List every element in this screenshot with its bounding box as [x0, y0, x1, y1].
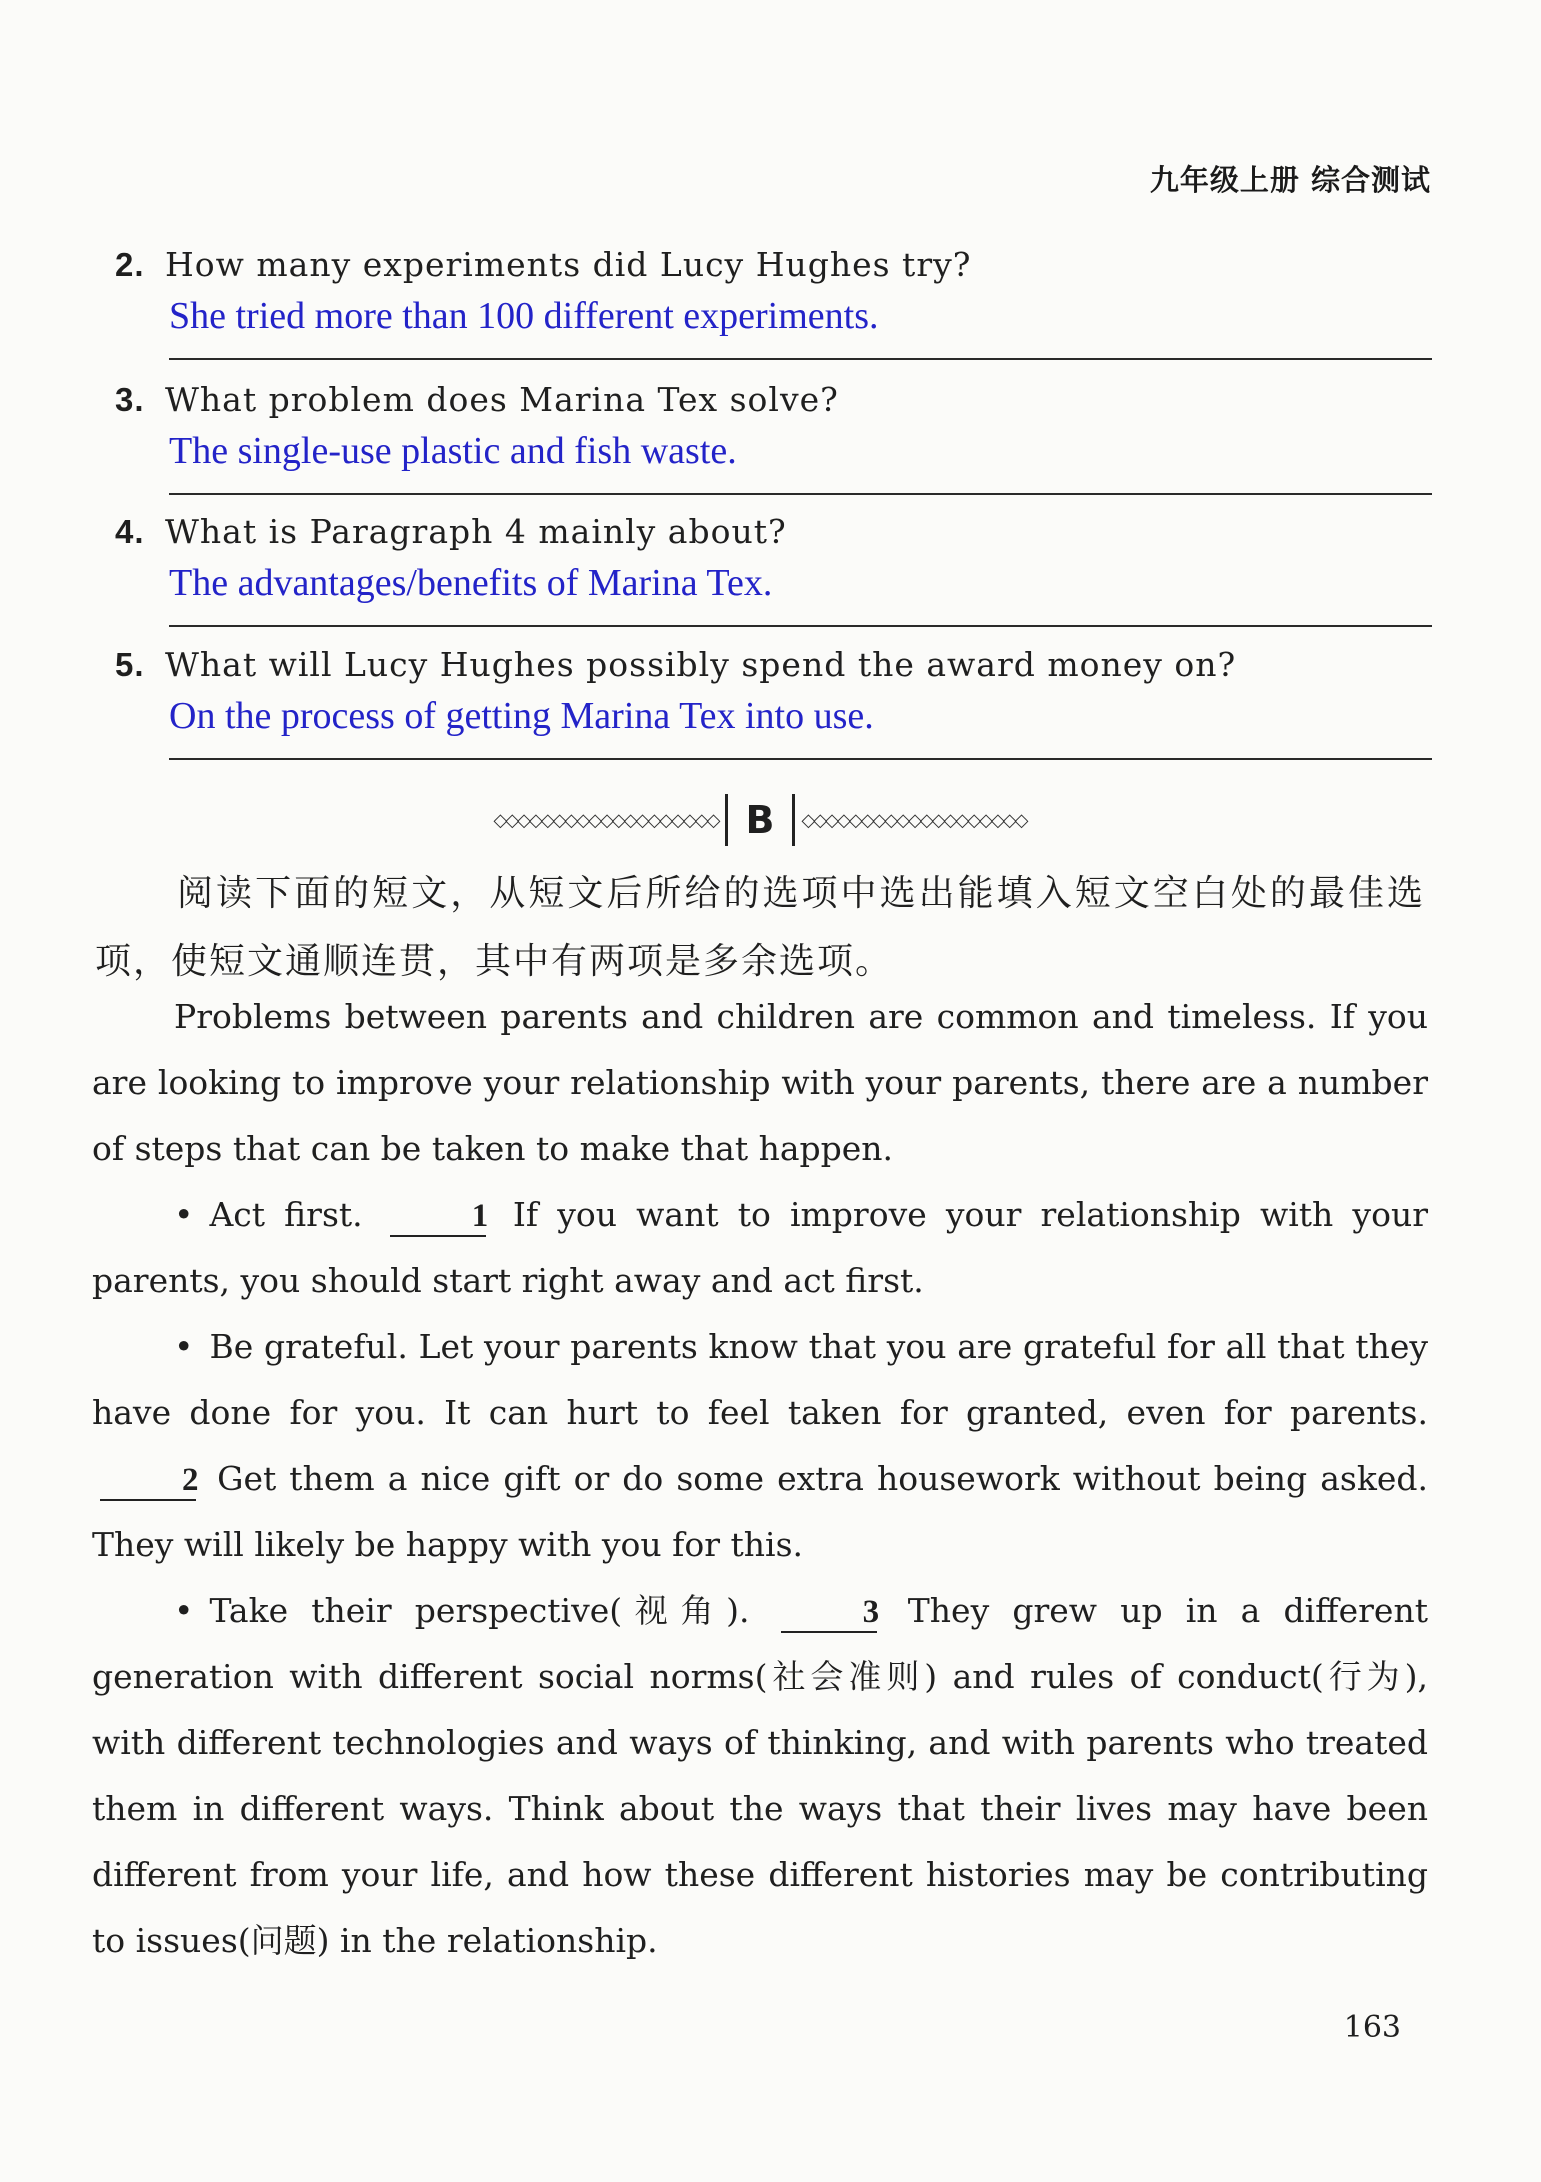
question-number: 5. [115, 646, 145, 683]
diamond-border-right: ◇◇◇◇◇◇◇◇◇◇◇◇◇◇◇◇◇◇◇ [801, 809, 1027, 831]
paragraph-tail: They grew up in a different generation with different social norms(社会准则) and rules of conduct(行为), with different technologies and ways of thinking, and with parents who treated them in different ways. Think about the ways that their lives may have been different from your life, and how these different histories may be contributing to issues(问题) in the relationship. [92, 1591, 1428, 1960]
passage-paragraph-3 [92, 1578, 1428, 1974]
bullet: • [174, 1195, 194, 1234]
section-letter: B [725, 794, 796, 846]
paragraph-head: Act first. [209, 1195, 363, 1234]
question-label: How many experiments did Lucy Hughes try? [165, 245, 972, 284]
question-3 [115, 380, 1432, 495]
blank-1: 1 [390, 1197, 486, 1237]
blank-3: 3 [781, 1593, 877, 1633]
bullet: • [174, 1327, 194, 1366]
answer-text: The single-use plastic and fish waste. [169, 429, 1432, 495]
question-number: 3. [115, 381, 145, 418]
question-label: What problem does Marina Tex solve? [165, 380, 839, 419]
diamond-border-left: ◇◇◇◇◇◇◇◇◇◇◇◇◇◇◇◇◇◇◇ [493, 809, 719, 831]
blank-2: 2 [100, 1461, 196, 1501]
page-number: 163 [1343, 2010, 1401, 2045]
section-b-heading [430, 790, 1090, 850]
paragraph-head: Be grateful. Let your parents know that you are grateful for all that they have done for you. It can hurt to feel taken for granted, even for parents. [92, 1327, 1428, 1432]
instructions: 阅读下面的短文，从短文后所给的选项中选出能填入短文空白处的最佳选项，使短文通顺连贯，其中有两项是多余选项。 [95, 873, 1425, 982]
paragraph-tail: Get them a nice gift or do some extra housework without being asked. They will likely be happy with you for this. [92, 1459, 1428, 1564]
question-label: What is Paragraph 4 mainly about? [165, 512, 787, 551]
question-5 [115, 645, 1432, 760]
question-2 [115, 245, 1432, 360]
question-4 [115, 512, 1432, 627]
paragraph-head: Take their perspective(视角). [209, 1591, 750, 1630]
passage-paragraph-1 [92, 1182, 1428, 1314]
question-text [115, 645, 1432, 684]
question-label: What will Lucy Hughes possibly spend the award money on? [165, 645, 1237, 684]
page-header: 九年级上册 综合测试 [1149, 163, 1431, 197]
question-text [115, 512, 1432, 551]
answer-text: The advantages/benefits of Marina Tex. [169, 561, 1432, 627]
answer-text: On the process of getting Marina Tex into use. [169, 694, 1432, 760]
question-text [115, 380, 1432, 419]
paragraph-tail: If you want to improve your relationship with your parents, you should start right away and act first. [92, 1195, 1428, 1300]
bullet: • [174, 1591, 194, 1630]
answer-text: She tried more than 100 different experiments. [169, 294, 1432, 360]
passage-intro: Problems between parents and children are common and timeless. If you are looking to improve your relationship with your parents, there are a number of steps that can be taken to make that happen. [92, 997, 1428, 1168]
question-text [115, 245, 1432, 284]
passage-paragraph-2 [92, 1314, 1428, 1578]
question-number: 4. [115, 513, 145, 550]
question-number: 2. [115, 246, 145, 283]
reading-passage [92, 984, 1428, 1974]
